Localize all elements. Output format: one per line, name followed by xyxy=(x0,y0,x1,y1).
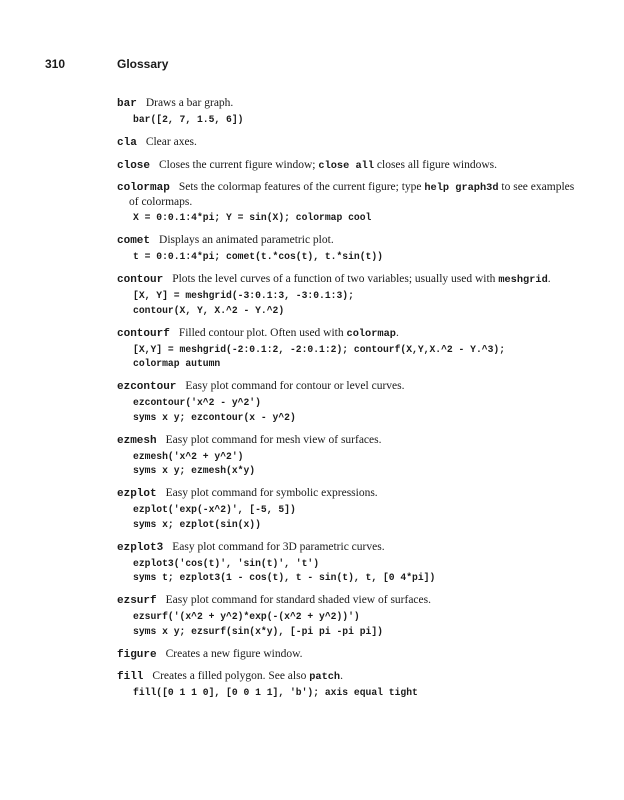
description-text: Draws a bar graph. xyxy=(145,97,234,109)
entry-example-code xyxy=(133,686,575,701)
entry-definition xyxy=(117,96,575,111)
entry-term: figure xyxy=(117,648,157,661)
glossary-entry-contour xyxy=(117,272,575,318)
entry-term: bar xyxy=(117,98,137,110)
glossary-entry-ezsurf xyxy=(117,593,575,639)
code-line: t = 0:0.1:4*pi; comet(t.*cos(t), t.*sin(t)) xyxy=(133,251,383,262)
code-line: contour(X, Y, X.^2 - Y.^2) xyxy=(133,304,285,316)
entry-definition xyxy=(117,540,575,555)
entry-term: fill xyxy=(117,671,144,683)
glossary-entry-colormap xyxy=(117,180,575,226)
glossary-entry-fill xyxy=(117,669,575,701)
description-text: . xyxy=(340,670,343,682)
entry-term: colormap xyxy=(117,182,170,194)
entry-example-code xyxy=(133,113,575,128)
code-line: colormap autumn xyxy=(133,358,221,369)
description-text: . xyxy=(395,326,399,339)
entry-example-code xyxy=(133,557,575,586)
entry-term: close xyxy=(117,159,151,172)
entry-description xyxy=(172,541,384,553)
glossary-entry-cla xyxy=(117,135,575,150)
entry-description xyxy=(172,273,550,285)
entry-definition xyxy=(117,593,575,608)
code-line: ezplot('exp(-x^2)', [-5, 5]) xyxy=(133,504,296,515)
entry-term: contourf xyxy=(117,327,170,340)
entry-term: comet xyxy=(117,235,151,247)
description-text: Filled contour plot. Often used with xyxy=(178,326,347,339)
entry-definition xyxy=(117,233,575,248)
code-line: syms x y; ezmesh(x*y) xyxy=(133,465,256,476)
glossary-entry-contourf xyxy=(117,326,575,372)
inline-code: colormap xyxy=(346,327,396,340)
description-text: Easy plot command for 3D parametric curves. xyxy=(172,540,385,553)
entry-example-code xyxy=(133,211,575,226)
code-line: syms x; ezplot(sin(x)) xyxy=(133,518,261,530)
entry-description xyxy=(129,181,574,208)
inline-code: close all xyxy=(318,159,375,172)
entry-description xyxy=(185,380,404,392)
entry-term: contour xyxy=(117,274,164,286)
entry-description xyxy=(159,234,334,246)
glossary-entry-bar xyxy=(117,96,575,128)
glossary-entry-close xyxy=(117,158,575,173)
entry-example-code xyxy=(133,289,575,318)
entry-term: ezplot xyxy=(117,488,157,500)
glossary-list xyxy=(117,96,575,708)
entry-term: ezcontour xyxy=(117,381,177,393)
description-text: Plots the level curves of a function of two variables; usually used with xyxy=(172,273,499,285)
code-line: ezsurf('(x^2 + y^2)*exp(-(x^2 + y^2))') xyxy=(133,611,360,622)
entry-definition xyxy=(117,135,575,150)
entry-definition xyxy=(117,647,575,662)
glossary-entry-comet xyxy=(117,233,575,265)
inline-code: patch xyxy=(309,671,341,683)
description-text: . xyxy=(547,273,551,285)
code-line: [X, Y] = meshgrid(-3:0.1:3, -3:0.1:3); xyxy=(133,290,354,301)
entry-definition xyxy=(117,272,575,287)
description-text: closes all figure windows. xyxy=(374,158,497,171)
entry-example-code xyxy=(133,503,575,532)
entry-term: cla xyxy=(117,137,137,149)
code-line: ezmesh('x^2 + y^2') xyxy=(133,450,244,462)
code-line: syms x y; ezsurf(sin(x*y), [-pi pi -pi pi]) xyxy=(133,625,383,637)
code-line: X = 0:0.1:4*pi; Y = sin(X); colormap cool xyxy=(133,212,372,223)
entry-description xyxy=(166,648,303,660)
entry-definition xyxy=(117,669,575,684)
code-line: syms t; ezplot3(1 - cos(t), t - sin(t), t, [0 4*pi]) xyxy=(133,572,436,583)
entry-example-code xyxy=(133,250,575,265)
entry-term: ezmesh xyxy=(117,434,157,447)
description-text: Displays an animated parametric plot. xyxy=(159,234,334,246)
entry-definition xyxy=(117,486,575,501)
code-line: ezplot3('cos(t)', 'sin(t)', 't') xyxy=(133,557,320,569)
description-text: Easy plot command for contour or level curves. xyxy=(185,380,405,392)
entry-definition xyxy=(117,433,575,448)
entry-term: ezsurf xyxy=(117,595,157,607)
code-line: syms x y; ezcontour(x - y^2) xyxy=(133,411,296,423)
entry-description xyxy=(166,434,382,446)
description-text: Creates a filled polygon. See also xyxy=(152,670,310,682)
code-line: ezcontour('x^2 - y^2') xyxy=(133,397,261,408)
glossary-entry-ezmesh xyxy=(117,433,575,479)
description-text: Easy plot command for symbolic expressions. xyxy=(165,487,378,499)
glossary-entry-figure xyxy=(117,647,575,662)
glossary-entry-ezplot xyxy=(117,486,575,532)
description-text: Easy plot command for standard shaded view of surfaces. xyxy=(165,594,431,606)
section-title: Glossary xyxy=(117,57,169,71)
page-number: 310 xyxy=(45,57,66,71)
entry-term: ezplot3 xyxy=(117,541,164,554)
inline-code: meshgrid xyxy=(498,274,548,286)
description-text: Easy plot command for mesh view of surfaces. xyxy=(165,433,382,446)
description-text: Closes the current figure window; xyxy=(159,158,319,171)
inline-code: help graph3d xyxy=(424,182,499,194)
entry-definition xyxy=(117,158,575,173)
description-text: Sets the colormap features of the current figure; type xyxy=(178,181,425,193)
glossary-entry-ezplot3 xyxy=(117,540,575,586)
entry-definition xyxy=(117,379,575,394)
code-line: bar([2, 7, 1.5, 6]) xyxy=(133,114,244,125)
entry-description xyxy=(152,670,343,682)
description-text: Clear axes. xyxy=(145,136,197,148)
entry-example-code xyxy=(133,343,575,372)
glossary-entry-ezcontour xyxy=(117,379,575,425)
entry-example-code xyxy=(133,450,575,479)
description-text: to see examples of colormaps. xyxy=(129,181,575,208)
entry-description xyxy=(166,487,378,499)
description-text: Creates a new figure window. xyxy=(165,647,303,660)
entry-description xyxy=(179,327,399,339)
entry-definition xyxy=(117,180,575,209)
entry-description xyxy=(146,136,197,148)
entry-example-code xyxy=(133,396,575,425)
entry-definition xyxy=(117,326,575,341)
code-line: [X,Y] = meshgrid(-2:0.1:2, -2:0.1:2); contourf(X,Y,X.^2 - Y.^3); xyxy=(133,343,506,355)
entry-example-code xyxy=(133,610,575,639)
entry-description xyxy=(159,159,497,171)
code-line: fill([0 1 1 0], [0 0 1 1], 'b'); axis equal tight xyxy=(133,687,418,698)
entry-description xyxy=(166,594,431,606)
entry-description xyxy=(146,97,234,109)
